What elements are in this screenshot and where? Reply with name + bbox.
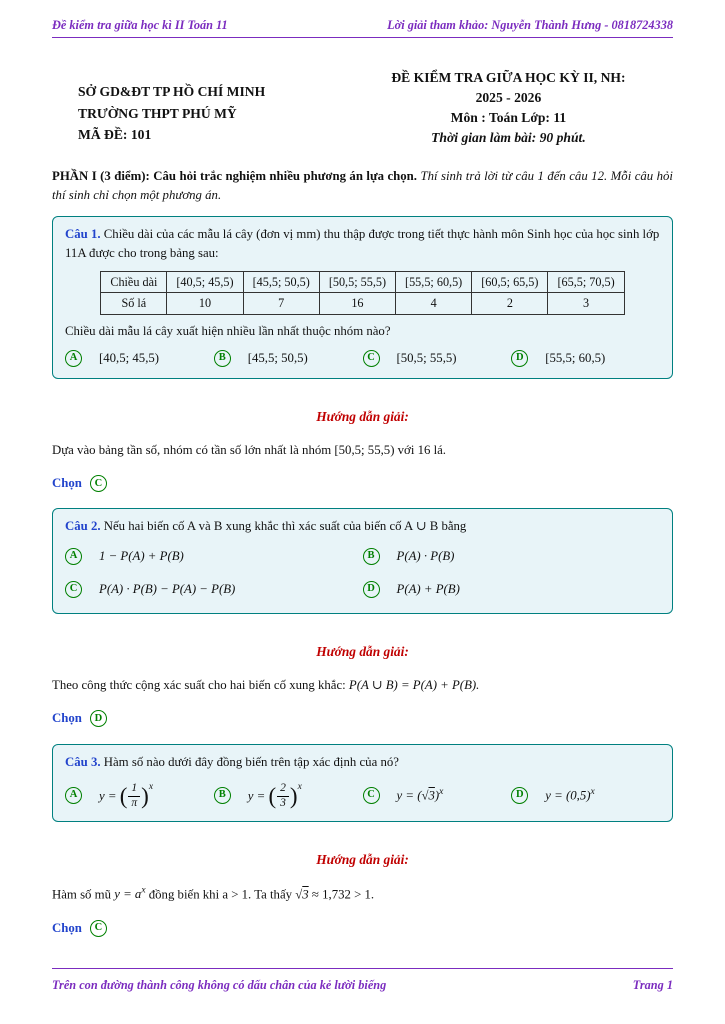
answer-3-circle: C	[90, 920, 107, 937]
exponent: x	[141, 886, 146, 897]
exponent: x	[148, 781, 154, 792]
solution-2-text	[52, 676, 673, 695]
header-right-text: Lời giải tham khảo: Nguyễn Thành Hưng - 0818724338	[387, 18, 673, 32]
question-1-label: Câu 1.	[65, 226, 101, 241]
table-cell: 7	[243, 293, 319, 314]
header-rule	[52, 37, 673, 38]
page-number: Trang 1	[632, 977, 673, 992]
running-header	[52, 16, 673, 34]
option-a-circle: A	[65, 350, 82, 367]
answer-3	[52, 919, 673, 938]
option-b-circle: B	[363, 548, 380, 565]
answer-1	[52, 474, 673, 493]
table-row-header: Số lá	[101, 293, 167, 314]
answer-1-circle: C	[90, 475, 107, 492]
table-cell: [50,5; 55,5)	[319, 272, 395, 293]
table-cell: 16	[319, 293, 395, 314]
question-1-text: Chiều dài của các mẫu lá cây (đơn vị mm) thu thập được trong tiết thực hành môn Sinh học của học sinh lớp 11A được cho trong bảng sau:	[65, 226, 660, 260]
table-cell: [45,5; 50,5)	[243, 272, 319, 293]
option-c-circle: C	[363, 787, 380, 804]
option-c	[363, 349, 512, 368]
table-cell: [40,5; 45,5)	[167, 272, 243, 293]
denominator: π	[131, 797, 138, 810]
option-a-circle: A	[65, 548, 82, 565]
option-b-formula: P(A) · P(B)	[396, 548, 455, 563]
fraction	[128, 782, 140, 811]
footer-motto: Trên con đường thành công không có dấu chân của kẻ lười biếng	[52, 977, 387, 992]
option-d	[363, 580, 661, 599]
solution-2-heading: Hướng dẫn giải:	[316, 644, 409, 660]
numerator: 1	[128, 782, 140, 797]
solution-1-text: Dựa vào bảng tần số, nhóm có tần số lớn nhất là nhóm [50,5; 55,5) với 16 lá.	[52, 443, 447, 458]
formula-prefix: y =	[99, 788, 117, 803]
table-cell: 10	[167, 293, 243, 314]
solution-3-formula-2	[295, 887, 308, 901]
answer-2-circle: D	[90, 710, 107, 727]
left-paren: (	[268, 783, 277, 809]
option-a-formula: 1 − P(A) + P(B)	[99, 548, 184, 563]
table-cell: [60,5; 65,5)	[472, 272, 548, 293]
table-row-header: Chiều dài	[101, 272, 167, 293]
school-name: TRƯỜNG THPT PHÚ MỸ	[78, 105, 237, 121]
option-a	[65, 547, 363, 566]
option-b	[214, 349, 363, 368]
option-a	[65, 780, 214, 811]
school-department: SỞ GD&ĐT TP HỒ CHÍ MINH	[78, 84, 266, 100]
option-d-circle: D	[363, 581, 380, 598]
question-3-label: Câu 3.	[65, 754, 101, 769]
option-a	[65, 349, 214, 368]
option-b-text: [45,5; 50,5)	[247, 350, 308, 365]
formula-base: y = a	[114, 887, 142, 902]
fraction	[277, 782, 289, 811]
exam-duration: Thời gian làm bài: 90 phút.	[431, 129, 586, 145]
question-2-text: Nếu hai biến cố A và B xung khắc thì xác suất của biến cố A ∪ B bằng	[103, 519, 467, 534]
answer-3-label: Chọn	[52, 920, 82, 935]
solution-3-middle: đồng biến khi a > 1. Ta thấy	[145, 887, 296, 902]
right-paren: )	[141, 783, 149, 809]
school-block	[52, 68, 344, 147]
solution-3-text	[52, 884, 673, 904]
option-a-formula	[99, 780, 153, 811]
formula-suffix: )	[434, 788, 440, 803]
option-b-circle: B	[214, 787, 231, 804]
option-c-formula	[397, 785, 444, 805]
footer-row	[52, 976, 673, 994]
solution-2-prefix: Theo công thức cộng xác suất cho hai biến cố xung khắc:	[52, 678, 349, 693]
question-1-options	[65, 349, 660, 368]
table-cell: [65,5; 70,5)	[548, 272, 624, 293]
part1-heading-paragraph	[52, 167, 673, 205]
exam-code: MÃ ĐỀ: 101	[78, 126, 152, 142]
table-cell: 3	[548, 293, 624, 314]
option-c-circle: C	[65, 581, 82, 598]
formula-prefix: y =	[247, 788, 266, 803]
solution-3-formula-1	[114, 887, 145, 901]
solution-3-suffix: ≈ 1,732 > 1.	[308, 887, 375, 902]
question-box-2	[52, 508, 673, 614]
option-b-formula	[248, 780, 302, 811]
solution-3-heading: Hướng dẫn giải:	[316, 852, 409, 868]
question-1-statement	[65, 225, 660, 263]
exponent: x	[439, 787, 444, 798]
left-paren: (	[119, 783, 128, 809]
option-c-circle: C	[363, 350, 380, 367]
exam-subject: Môn : Toán Lớp: 11	[450, 109, 567, 125]
question-3-options	[65, 780, 660, 811]
formula-prefix: y = (√	[396, 788, 429, 803]
question-3-text: Hàm số nào dưới đây đồng biến trên tập xác định của nó?	[103, 754, 399, 769]
question-box-1	[52, 216, 673, 379]
question-3-statement	[65, 753, 660, 772]
numerator: 2	[277, 782, 289, 797]
table-cell: [55,5; 60,5)	[396, 272, 472, 293]
formula-prefix: y = (0,5)	[545, 788, 591, 803]
exam-title-line1: ĐỀ KIỂM TRA GIỮA HỌC KỲ II, NH:	[391, 70, 626, 86]
option-b	[214, 780, 363, 811]
table-row-intervals	[101, 272, 624, 293]
answer-2-label: Chọn	[52, 711, 82, 726]
solution-2-formula: P(A ∪ B) = P(A) + P(B).	[348, 678, 480, 693]
exam-title-year: 2025 - 2026	[475, 90, 542, 106]
question-2-options	[65, 547, 660, 599]
answer-1-label: Chọn	[52, 476, 82, 491]
part1-heading: PHẦN I (3 điểm): Câu hỏi trắc nghiệm nhiều phương án lựa chọn.	[52, 169, 418, 184]
option-d-circle: D	[511, 787, 528, 804]
question-2-statement	[65, 517, 660, 536]
table-cell: 2	[472, 293, 548, 314]
option-d-circle: D	[511, 350, 528, 367]
page-footer	[52, 965, 673, 994]
option-b	[363, 547, 661, 566]
denominator: 3	[280, 797, 286, 810]
frequency-table	[100, 271, 624, 315]
option-c-formula: P(A) · P(B) − P(A) − P(B)	[99, 581, 236, 596]
table-cell: 4	[396, 293, 472, 314]
exam-title-block	[344, 68, 673, 147]
question-box-3	[52, 744, 673, 823]
option-a-text: [40,5; 45,5)	[99, 350, 160, 365]
footer-rule	[52, 968, 673, 969]
option-d-formula	[545, 785, 594, 805]
option-d	[511, 349, 660, 368]
radicand: 3	[428, 788, 435, 803]
title-block	[52, 68, 673, 147]
right-paren: )	[289, 783, 298, 809]
table-row-counts	[101, 293, 624, 314]
option-d-formula: P(A) + P(B)	[396, 581, 460, 596]
solution-3-prefix: Hàm số mũ	[52, 887, 115, 902]
sqrt-sign: √	[295, 887, 303, 902]
option-c	[363, 785, 512, 805]
question-2-label: Câu 2.	[65, 519, 101, 534]
header-left-text: Đề kiểm tra giữa học kì II Toán 11	[52, 18, 228, 32]
exponent: x	[297, 781, 302, 792]
exponent: x	[590, 787, 595, 798]
solution-1-heading: Hướng dẫn giải:	[316, 408, 409, 424]
option-c-text: [50,5; 55,5)	[396, 350, 457, 365]
option-c	[65, 580, 363, 599]
option-d-text: [55,5; 60,5)	[545, 350, 606, 365]
part1-note: Thí sinh trả lời từ câu 1 đến câu 12. Mỗi câu hỏi thí sinh chỉ chọn một phương án.	[52, 169, 673, 203]
question-1-question: Chiều dài mẫu lá cây xuất hiện nhiều lần nhất thuộc nhóm nào?	[65, 323, 391, 338]
answer-2	[52, 709, 673, 728]
option-b-circle: B	[214, 350, 231, 367]
option-a-circle: A	[65, 787, 82, 804]
radicand: 3	[302, 887, 309, 902]
option-d	[511, 785, 660, 805]
